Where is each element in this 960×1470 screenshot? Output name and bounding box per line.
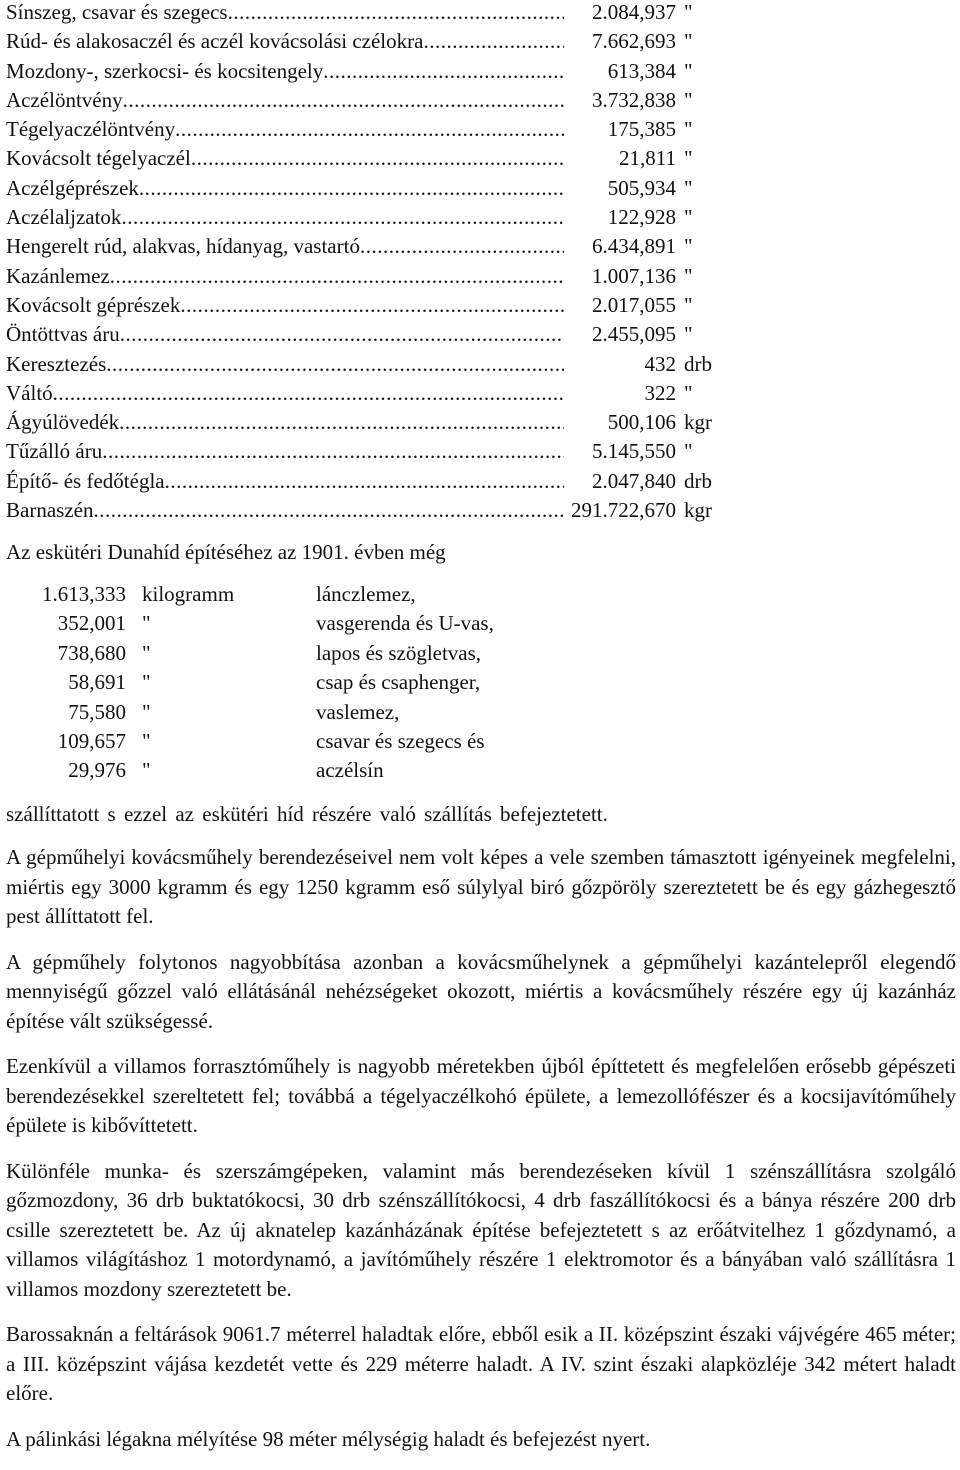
- shipment-quantity: 75,580: [68, 699, 126, 724]
- production-row: [6, 117, 726, 146]
- dot-leader: [53, 381, 564, 406]
- dot-leader: [121, 205, 564, 230]
- shipment-row: [6, 729, 494, 758]
- production-item-name: Mozdony-, szerkocsi- és kocsitengely: [6, 58, 324, 83]
- production-item-name: Építő- és fedőtégla: [6, 468, 165, 493]
- paragraph: A pálinkási légakna mélyítése 98 méter mélységig haladt és befejezést nyert.: [6, 1426, 651, 1451]
- production-row: [6, 234, 726, 263]
- shipment-material: aczélsín: [316, 758, 384, 783]
- production-item-unit: ": [684, 439, 693, 464]
- dot-leader: [119, 410, 564, 435]
- production-item-unit: kgr: [684, 498, 712, 523]
- production-item-unit: ": [684, 29, 693, 54]
- paragraph: Barossaknán a feltárások 9061.7 méterrel haladtak előre, ebből esik a II. középszint északi vájvégére 465 méter; a III. középszint vájása kezdetét vette és 229 méterre haladt. A IV. szint északi alapközléje 342 métert haladt előre.: [6, 1322, 956, 1405]
- production-item-unit: ": [684, 263, 693, 288]
- shipment-quantity: 1.613,333: [42, 582, 126, 606]
- production-row: [6, 322, 726, 351]
- shipment-quantity: 58,691: [68, 670, 126, 695]
- production-item-value: 2.084,937: [592, 0, 676, 24]
- shipment-quantity: 738,680: [57, 640, 126, 665]
- shipment-unit: ": [142, 640, 151, 665]
- shipment-unit: ": [142, 728, 151, 753]
- dot-leader: [191, 146, 564, 171]
- shipment-quantity: 29,976: [68, 758, 126, 783]
- production-item-value: 6.434,891: [592, 234, 676, 259]
- production-item-unit: ": [684, 0, 693, 24]
- production-item-unit: ": [684, 292, 693, 317]
- production-row: [6, 146, 726, 175]
- shipment-row: [6, 582, 494, 611]
- dot-leader: [180, 293, 564, 318]
- dot-leader: [102, 439, 564, 464]
- production-item-name: Tégelyaczélöntvény: [6, 117, 176, 142]
- production-item-unit: drb: [684, 468, 712, 493]
- production-item-value: 2.017,055: [592, 292, 676, 317]
- production-item-value: 291.722,670: [571, 498, 676, 523]
- production-row: [6, 88, 726, 117]
- production-item-value: 175,385: [607, 117, 676, 142]
- dot-leader: [228, 0, 564, 25]
- production-row: [6, 59, 726, 88]
- production-item-value: 5.145,550: [592, 439, 676, 464]
- production-item-name: Aczélgéprészek: [6, 175, 139, 200]
- production-item-unit: ": [684, 117, 693, 142]
- production-item-unit: ": [684, 322, 693, 347]
- dot-leader: [323, 59, 564, 84]
- production-row: [6, 205, 726, 234]
- shipment-table: [6, 582, 494, 788]
- shipment-material: csavar és szegecs és: [316, 728, 485, 753]
- production-item-name: Kovácsolt géprészek: [6, 292, 181, 317]
- production-item-value: 613,384: [607, 58, 676, 83]
- shipment-unit: ": [142, 699, 151, 724]
- production-item-name: Ágyúlövedék: [6, 410, 120, 435]
- production-item-unit: ": [684, 87, 693, 112]
- production-item-unit: drb: [684, 351, 712, 376]
- production-item-name: Keresztezés: [6, 351, 107, 376]
- production-row: [6, 381, 726, 410]
- production-row: [6, 29, 726, 58]
- paragraph: Különféle munka- és szerszámgépeken, valamint más berendezéseken kívül 1 szénszállításra szolgáló gőzmozdony, 36 drb buktatókocsi, 30 drb szénszállítókocsi, 4 drb faszállítókocsi és a bánya részére 200 drb csille szereztetett be. Az új aknatelep kazánházának építése befejeztetett s az erőátvitelhez 1 gőzdynamó, a villamos világításhoz 1 motordynamó, a javítóműhely részére 1 elektromotor és a bányában való szállításra 1 villamos mozdony szereztetett be.: [6, 1158, 956, 1301]
- production-item-unit: ": [684, 234, 693, 259]
- dot-leader: [360, 234, 564, 259]
- production-item-name: Aczélöntvény: [6, 87, 123, 112]
- shipment-row: [6, 611, 494, 640]
- shipment-unit: ": [142, 758, 151, 783]
- production-item-name: Tűzálló áru: [6, 439, 103, 464]
- body-paragraphs: [6, 843, 956, 1470]
- production-item-value: 2.455,095: [592, 322, 676, 347]
- production-row: [6, 0, 726, 29]
- shipment-row: [6, 758, 494, 787]
- production-item-value: 21,811: [619, 146, 676, 171]
- production-item-name: Hengerelt rúd, alakvas, hídanyag, vastartó: [6, 234, 360, 259]
- shipment-quantity: 352,001: [57, 611, 126, 636]
- intro-line: Az eskütéri Dunahíd építéséhez az 1901. évben még: [6, 540, 446, 564]
- production-item-value: 322: [644, 380, 676, 405]
- production-row: [6, 498, 726, 527]
- dot-leader: [175, 117, 564, 142]
- production-row: [6, 352, 726, 381]
- production-item-value: 3.732,838: [592, 87, 676, 112]
- shipment-material: csap és csaphenger,: [316, 670, 481, 695]
- production-item-unit: kgr: [684, 410, 712, 435]
- shipment-conclusion: szállíttatott s ezzel az eskütéri híd részére való szállítás befejeztetett.: [6, 802, 608, 826]
- production-item-value: 122,928: [607, 205, 676, 230]
- shipment-row: [6, 641, 494, 670]
- production-row: [6, 469, 726, 498]
- dot-leader: [165, 469, 564, 494]
- dot-leader: [106, 352, 564, 377]
- production-item-unit: ": [684, 175, 693, 200]
- production-item-value: 2.047,840: [592, 468, 676, 493]
- production-row: [6, 176, 726, 205]
- dot-leader: [93, 498, 564, 523]
- shipment-row: [6, 700, 494, 729]
- shipment-unit: ": [142, 670, 151, 695]
- dot-leader: [139, 176, 564, 201]
- production-item-name: Kazánlemez: [6, 263, 110, 288]
- production-item-name: Sínszeg, csavar és szegecs: [6, 0, 228, 24]
- shipment-unit: kilogramm: [142, 582, 235, 606]
- dot-leader: [423, 29, 564, 54]
- shipment-material: vasgerenda és U-vas,: [316, 611, 494, 636]
- production-row: [6, 264, 726, 293]
- production-item-unit: ": [684, 58, 693, 83]
- production-item-value: 7.662,693: [592, 29, 676, 54]
- shipment-material: lapos és szögletvas,: [316, 640, 482, 665]
- production-item-name: Rúd- és alakosaczél és aczél kovácsolási czélokra: [6, 29, 424, 54]
- production-item-value: 432: [644, 351, 676, 376]
- production-row: [6, 439, 726, 468]
- dot-leader: [123, 88, 564, 113]
- production-item-unit: ": [684, 146, 693, 171]
- shipment-quantity: 109,657: [57, 728, 126, 753]
- shipment-row: [6, 670, 494, 699]
- dot-leader: [110, 264, 564, 289]
- production-item-value: 1.007,136: [592, 263, 676, 288]
- paragraph: Ezenkívül a villamos forrasztóműhely is nagyobb méretekben újból építtetett és megfelelően erősebb gépészeti berendezésekkel szereltetett fel; továbbá a tégelyaczélkohó épülete, a lemezollófészer és a kocsijavítóműhely épülete is kibővíttetett.: [6, 1054, 956, 1137]
- production-item-name: Kovácsolt tégelyaczél: [6, 146, 191, 171]
- paragraph: A gépműhelyi kovácsműhely berendezéseivel nem volt képes a vele szemben támasztott igényeinek megfelelni, miértis egy 3000 kgramm és egy 1250 kgramm eső súlylyal biró gőzpöröly szereztetett be és egy gázhegesztő pest állíttatott fel.: [6, 845, 956, 928]
- production-item-name: Aczélaljzatok: [6, 205, 122, 230]
- production-item-value: 505,934: [607, 175, 676, 200]
- production-row: [6, 293, 726, 322]
- production-item-name: Váltó: [6, 380, 53, 405]
- production-item-name: Öntöttvas áru: [6, 322, 120, 347]
- shipment-unit: ": [142, 611, 151, 636]
- production-item-unit: ": [684, 205, 693, 230]
- production-row: [6, 410, 726, 439]
- production-item-value: 500,106: [607, 410, 676, 435]
- shipment-material: lánczlemez,: [316, 582, 416, 606]
- shipment-material: vaslemez,: [316, 699, 400, 724]
- paragraph: A gépműhely folytonos nagyobbítása azonban a kovácsműhelynek a gépműhelyi kazántelepről elegendő mennyiségű gőzzel való ellátásánál nehézségeket okozott, miértis a kovácsműhely részére egy új kazánház építése vált szükségessé.: [6, 949, 956, 1033]
- production-list: [6, 0, 726, 527]
- dot-leader: [120, 322, 564, 347]
- production-item-name: Barnaszén: [6, 498, 94, 523]
- production-item-unit: ": [684, 380, 693, 405]
